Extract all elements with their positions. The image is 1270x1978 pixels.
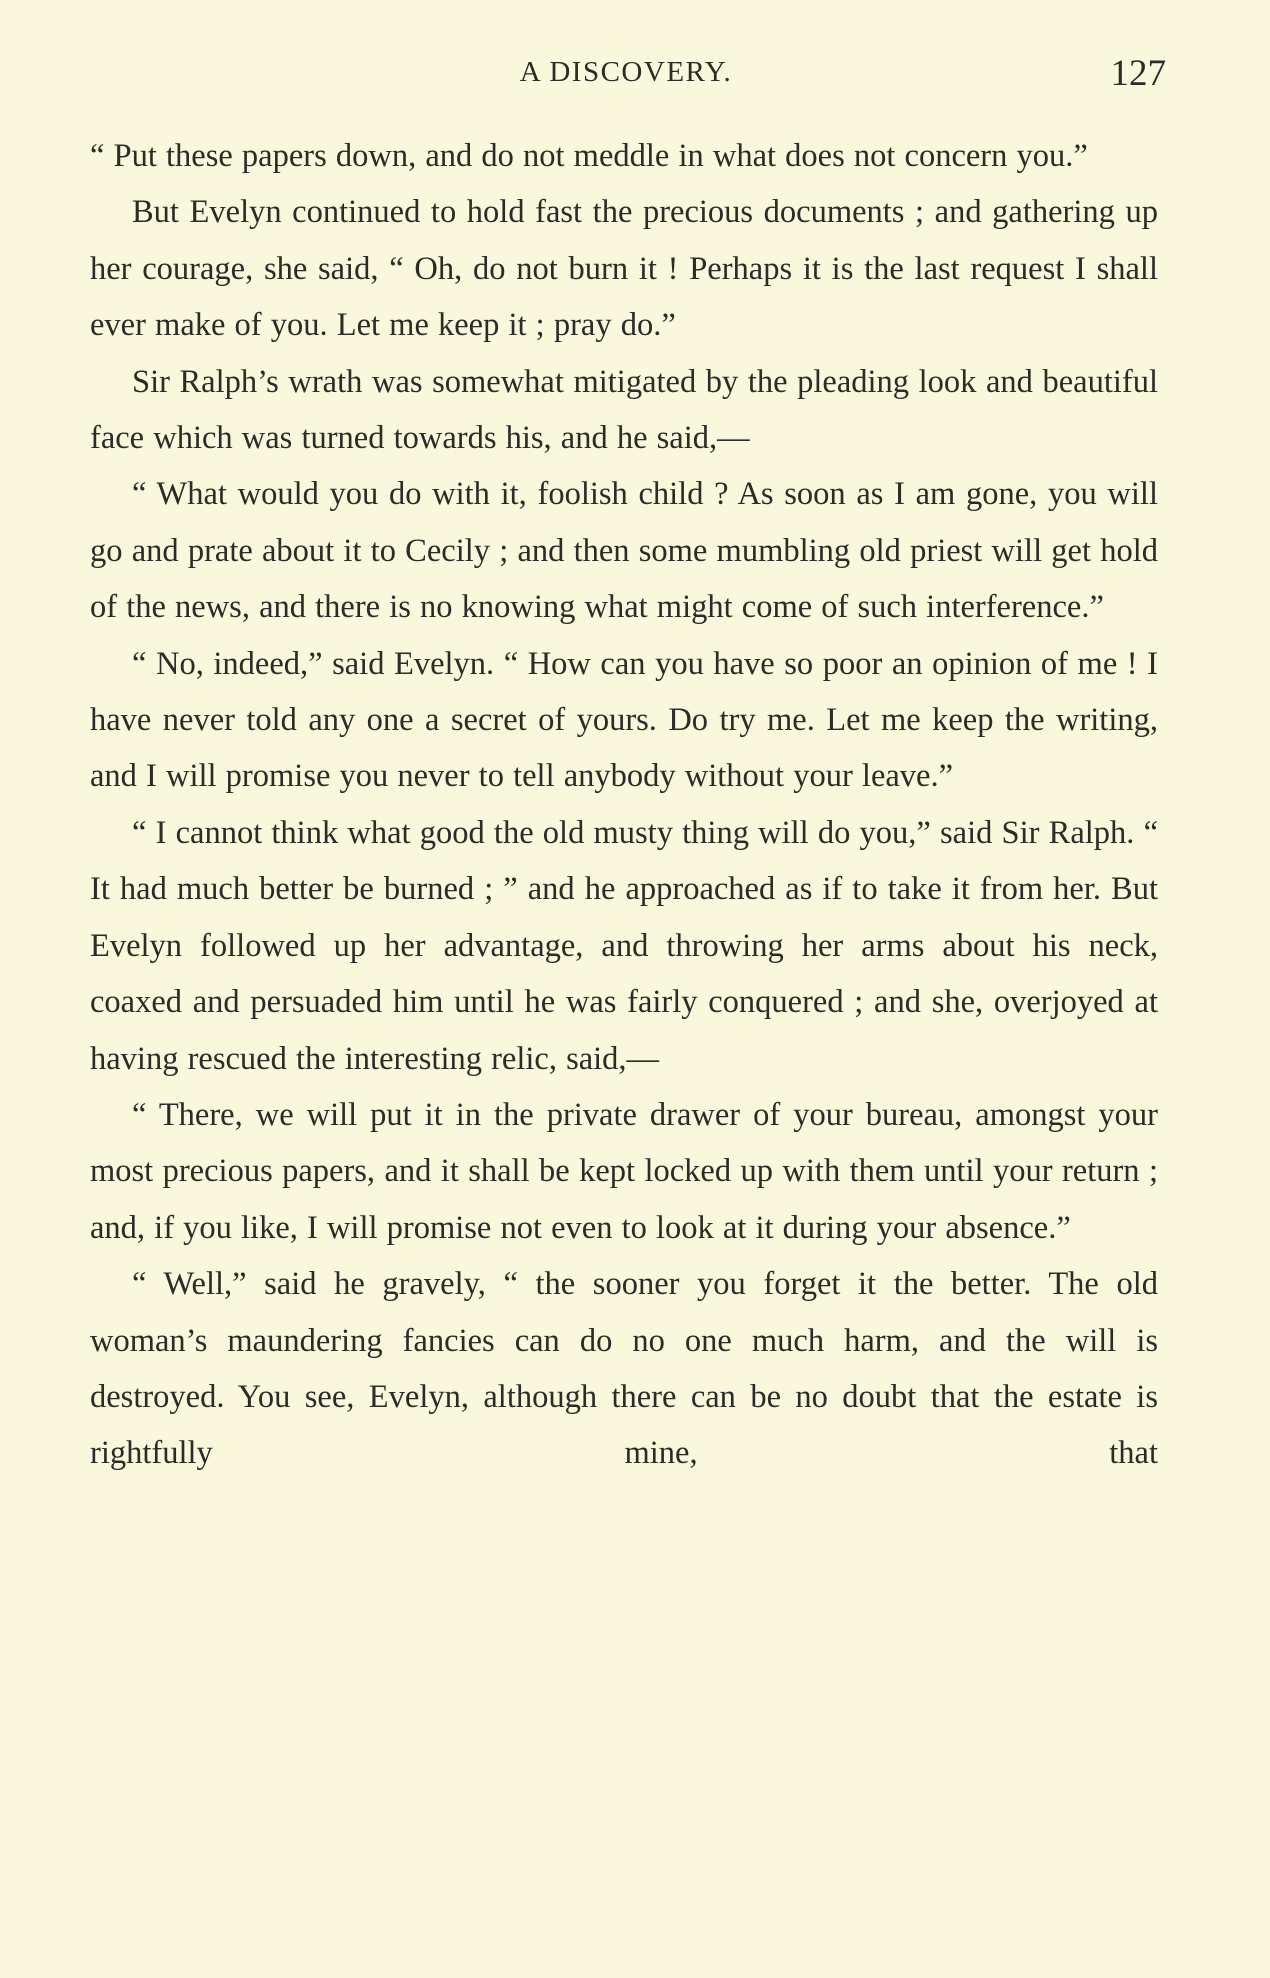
paragraph: “ Put these papers down, and do not meddle in what does not concern you.” [90, 138, 1088, 174]
paragraph: “ There, we will put it in the private drawer of your bureau, amongst your most precious papers, and it shall be kept locked up with them until your return ; and, if you like, I will promise not even to look at it during your absence.” [90, 1096, 1158, 1246]
paragraph: But Evelyn continued to hold fast the precious documents ; and gathering up her courage, she said, “ Oh, do not burn it ! Perhaps it is the last request I shall ever make of you. Let me keep it ; pray do.” [90, 194, 1158, 344]
running-head [0, 52, 1270, 92]
page-number: 127 [1110, 53, 1166, 94]
paragraph: “ No, indeed,” said Evelyn. “ How can you have so poor an opinion of me ! I have never told any one a secret of yours. Do try me. Let me keep the writing, and I will promise you never to tell anybody without your leave.” [90, 645, 1158, 795]
paragraph: “ I cannot think what good the old musty thing will do you,” said Sir Ralph. “ It had much better be burned ; ” and he approached as if to take it from her. But Evelyn followed up her advantage, and throwing her arms about his neck, coaxed and persuaded him until he was fairly conquered ; and she, overjoyed at having rescued the interesting relic, said,— [90, 814, 1158, 1077]
paragraph: Sir Ralph’s wrath was somewhat mitigated by the pleading look and beautiful face which was turned towards his, and he said,— [90, 363, 1158, 457]
body-text [90, 128, 1158, 1482]
paragraph: “ Well,” said he gravely, “ the sooner you forget it the better. The old woman’s maundering fancies can do no one much harm, and the will is destroyed. You see, Evelyn, although there can be no doubt that the estate is rightfully mine, that [90, 1266, 1158, 1472]
paragraph: “ What would you do with it, foolish child ? As soon as I am gone, you will go and prate about it to Cecily ; and then some mumbling old priest will get hold of the news, and there is no knowing what might come of such interference.” [90, 476, 1158, 626]
chapter-title: A DISCOVERY. [519, 56, 733, 88]
